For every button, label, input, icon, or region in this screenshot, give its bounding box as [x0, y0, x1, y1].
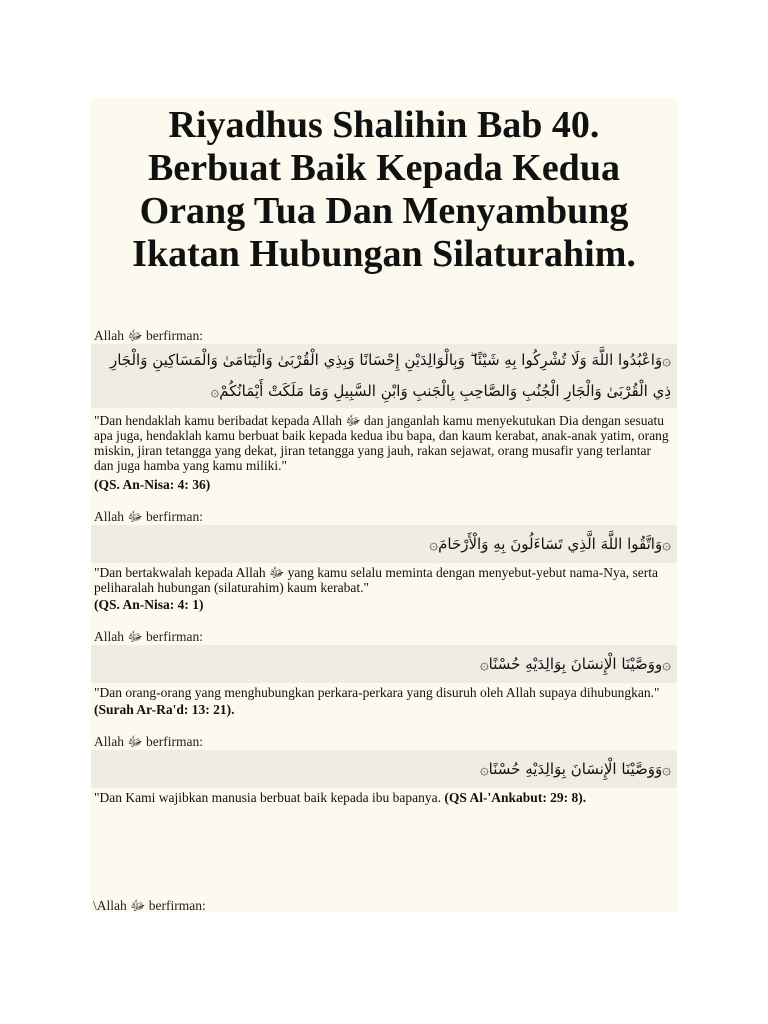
- title-line: Orang Tua Dan Menyambung: [139, 190, 629, 232]
- page-title: [91, 104, 677, 276]
- title-line: Riyadhus Shalihin Bab 40.: [168, 104, 600, 146]
- title-line: Berbuat Baik Kepada Kedua: [148, 147, 620, 189]
- arabic-verse: ۞وَوَصَّيْنَا الْإِنسَانَ بِوَالِدَيْهِ حُسْنًا۞: [91, 750, 677, 788]
- verse-reference: (QS Al-'Ankabut: 29: 8).: [444, 790, 587, 805]
- verse-reference: (Surah Ar-Ra'd: 13: 21).: [94, 702, 235, 717]
- arabic-verse: ۞وَاتَّقُوا اللَّهَ الَّذِي تَسَاءَلُونَ بِهِ وَالْأَرْحَامَ۞: [91, 525, 677, 563]
- verse-intro: Allah ﷻ berfirman:: [94, 328, 203, 343]
- arabic-verse: ۞وَاعْبُدُوا اللَّهَ وَلَا تُشْرِكُوا بِهِ شَيْئًا ۖ وَبِالْوَالِدَيْنِ إِحْسَانًا وَبِذِي الْقُرْبَىٰ وَالْيَتَامَىٰ وَالْمَسَاكِينِ وَالْجَارِ ذِي الْقُرْبَىٰ وَالْجَارِ الْجُنُبِ وَالصَّاحِبِ بِالْجَنبِ وَابْنِ السَّبِيلِ وَمَا مَلَكَتْ أَيْمَانُكُمْ۞: [91, 344, 677, 408]
- verse-reference: (QS. An-Nisa: 4: 1): [94, 597, 204, 612]
- arabic-verse: ۞ووَصَّيْنَا الْإِنسَانَ بِوَالِدَيْهِ حُسْنًا۞: [91, 645, 677, 683]
- verse-translation: "Dan hendaklah kamu beribadat kepada Allah ﷻ dan janganlah kamu menyekutukan Dia dengan sesuatu apa juga, hendaklah kamu berbuat baik kepada kedua ibu bapa, dan kaum kerabat, anak-anak yatim, orang miskin, jiran tetangga yang dekat, jiran tetangga yang jauh, rakan sejawat, orang musafir yang terlantar dan juga hamba yang kamu miliki.": [94, 413, 669, 473]
- verse-translation: "Dan orang-orang yang menghubungkan perkara-perkara yang disuruh oleh Allah supaya dihubungkan.": [94, 685, 660, 700]
- verse-intro: Allah ﷻ berfirman:: [94, 509, 203, 524]
- document-page: [91, 98, 677, 912]
- verse-intro-trailing: \Allah ﷻ berfirman:: [93, 898, 206, 912]
- title-line: Ikatan Hubungan Silaturahim.: [132, 233, 636, 275]
- verse-translation: "Dan bertakwalah kepada Allah ﷻ yang kamu selalu meminta dengan menyebut-yebut nama-Nya, serta peliharalah hubungan (silaturahim) kaum kerabat.": [94, 565, 658, 595]
- verse-reference: (QS. An-Nisa: 4: 36): [94, 477, 211, 492]
- verse-intro: Allah ﷻ berfirman:: [94, 629, 203, 644]
- verse-translation: "Dan Kami wajibkan manusia berbuat baik kepada ibu bapanya.: [94, 790, 445, 805]
- verse-translation-paragraph: [91, 790, 677, 805]
- verse-intro: Allah ﷻ berfirman:: [94, 734, 203, 749]
